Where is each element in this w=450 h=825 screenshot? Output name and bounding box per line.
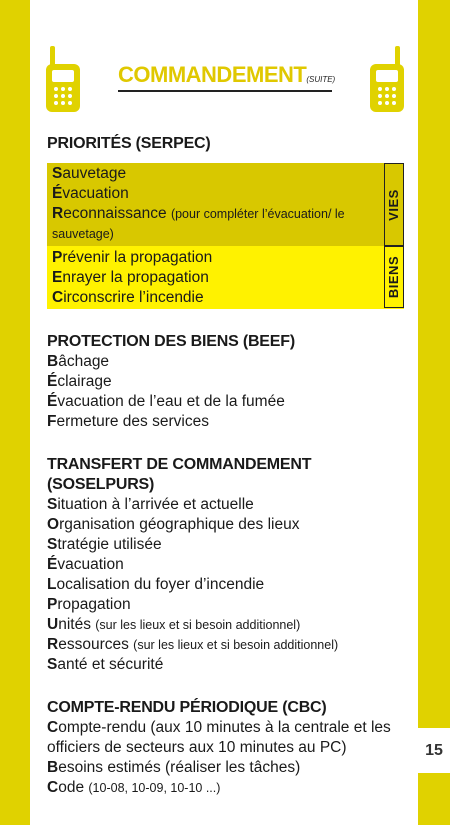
item-text: ropagation bbox=[57, 596, 131, 613]
item-text: irconscrire l’incendie bbox=[63, 289, 204, 306]
biens-label-box bbox=[384, 246, 404, 308]
list-item bbox=[52, 248, 380, 268]
item-text: essources bbox=[58, 636, 129, 653]
item-text: econnaissance bbox=[63, 205, 167, 222]
item-note: (sur les lieux et si besoin additionnel) bbox=[133, 638, 339, 652]
vies-label: VIES bbox=[386, 188, 401, 221]
acronym-letter: R bbox=[52, 205, 64, 222]
acronym-letter: É bbox=[47, 556, 58, 573]
list-item bbox=[52, 204, 380, 244]
list-item bbox=[52, 164, 380, 184]
list-item bbox=[52, 288, 380, 308]
soselpurs-title: TRANSFERT DE COMMANDEMENT (SOSELPURS) bbox=[47, 456, 312, 493]
cbc-title: COMPTE-RENDU PÉRIODIQUE (CBC) bbox=[47, 699, 327, 716]
item-text: révenir la propagation bbox=[62, 249, 213, 266]
list-item bbox=[47, 635, 407, 655]
acronym-letter: R bbox=[47, 636, 59, 653]
page-number: 15 bbox=[425, 741, 443, 759]
biens-block bbox=[47, 246, 404, 309]
acronym-letter: L bbox=[47, 576, 57, 593]
acronym-letter: C bbox=[47, 779, 59, 796]
acronym-letter: P bbox=[52, 249, 63, 266]
item-text: ermeture des services bbox=[56, 413, 209, 430]
item-text: vacuation bbox=[57, 556, 124, 573]
acronym-letter: S bbox=[47, 656, 58, 673]
list-item bbox=[47, 412, 407, 432]
acronym-letter: U bbox=[47, 616, 59, 633]
list-item bbox=[47, 535, 407, 555]
acronym-letter: S bbox=[47, 536, 58, 553]
item-text: ituation à l’arrivée et actuelle bbox=[57, 496, 254, 513]
acronym-letter: P bbox=[47, 596, 58, 613]
item-note: (sur les lieux et si besoin additionnel) bbox=[95, 618, 301, 632]
left-color-band bbox=[0, 0, 30, 825]
item-text: vacuation bbox=[62, 185, 129, 202]
acronym-letter: S bbox=[47, 496, 58, 513]
acronym-letter: O bbox=[47, 516, 60, 533]
item-note: (10-08, 10-09, 10-10 ...) bbox=[88, 781, 221, 795]
serpec-title: PRIORITÉS (SERPEC) bbox=[47, 135, 211, 152]
acronym-letter: B bbox=[47, 759, 59, 776]
beef-title: PROTECTION DES BIENS (BEEF) bbox=[47, 333, 295, 350]
acronym-letter: É bbox=[52, 185, 63, 202]
item-text: nités bbox=[58, 616, 91, 633]
content bbox=[47, 134, 407, 798]
list-item bbox=[47, 615, 407, 635]
acronym-letter: É bbox=[47, 373, 58, 390]
acronym-letter: F bbox=[47, 413, 57, 430]
soselpurs-list bbox=[47, 495, 407, 675]
list-item bbox=[47, 655, 407, 675]
item-text: auvetage bbox=[62, 165, 127, 182]
list-item bbox=[47, 515, 407, 535]
serpec-table bbox=[47, 163, 404, 309]
item-text: anté et sécurité bbox=[57, 656, 164, 673]
item-text: esoins estimés (réaliser les tâches) bbox=[58, 759, 301, 776]
list-item bbox=[47, 352, 407, 372]
item-text: tratégie utilisée bbox=[57, 536, 162, 553]
acronym-letter: É bbox=[47, 393, 58, 410]
list-item bbox=[52, 268, 380, 288]
cbc-list bbox=[47, 718, 407, 798]
acronym-letter: C bbox=[52, 289, 64, 306]
list-item bbox=[47, 372, 407, 392]
item-note: (pour compléter l’évacuation/ le sauvetage) bbox=[52, 207, 345, 241]
acronym-letter: S bbox=[52, 165, 63, 182]
list-item bbox=[47, 595, 407, 615]
right-color-band bbox=[418, 0, 450, 728]
walkie-talkie-icon bbox=[46, 46, 80, 112]
list-item bbox=[47, 495, 407, 515]
acronym-letter: E bbox=[52, 269, 63, 286]
item-text: ocalisation du foyer d’incendie bbox=[56, 576, 265, 593]
beef-list bbox=[47, 352, 407, 432]
acronym-letter: C bbox=[47, 719, 59, 736]
vies-label-box bbox=[384, 163, 404, 246]
right-color-band-bottom bbox=[418, 773, 450, 825]
list-item bbox=[47, 555, 407, 575]
vies-block bbox=[47, 163, 404, 246]
biens-label: BIENS bbox=[386, 255, 402, 299]
list-item bbox=[47, 718, 407, 758]
item-text: âchage bbox=[58, 353, 110, 370]
item-text: ompte-rendu (aux 10 minutes à la centrale et les officiers de secteurs aux 10 minutes au PC) bbox=[47, 719, 391, 756]
list-item bbox=[47, 392, 407, 412]
list-item bbox=[47, 778, 407, 798]
page-title: COMMANDEMENT bbox=[118, 62, 307, 87]
list-item bbox=[52, 184, 380, 204]
item-text: nrayer la propagation bbox=[62, 269, 209, 286]
list-item bbox=[47, 758, 407, 778]
page-header bbox=[118, 62, 336, 92]
walkie-talkie-icon bbox=[370, 46, 404, 112]
acronym-letter: B bbox=[47, 353, 59, 370]
list-item bbox=[47, 575, 407, 595]
item-text: rganisation géographique des lieux bbox=[59, 516, 300, 533]
item-text: ode bbox=[58, 779, 85, 796]
item-text: vacuation de l’eau et de la fumée bbox=[57, 393, 285, 410]
item-text: clairage bbox=[57, 373, 112, 390]
page-subtitle: (SUITE) bbox=[306, 75, 336, 84]
